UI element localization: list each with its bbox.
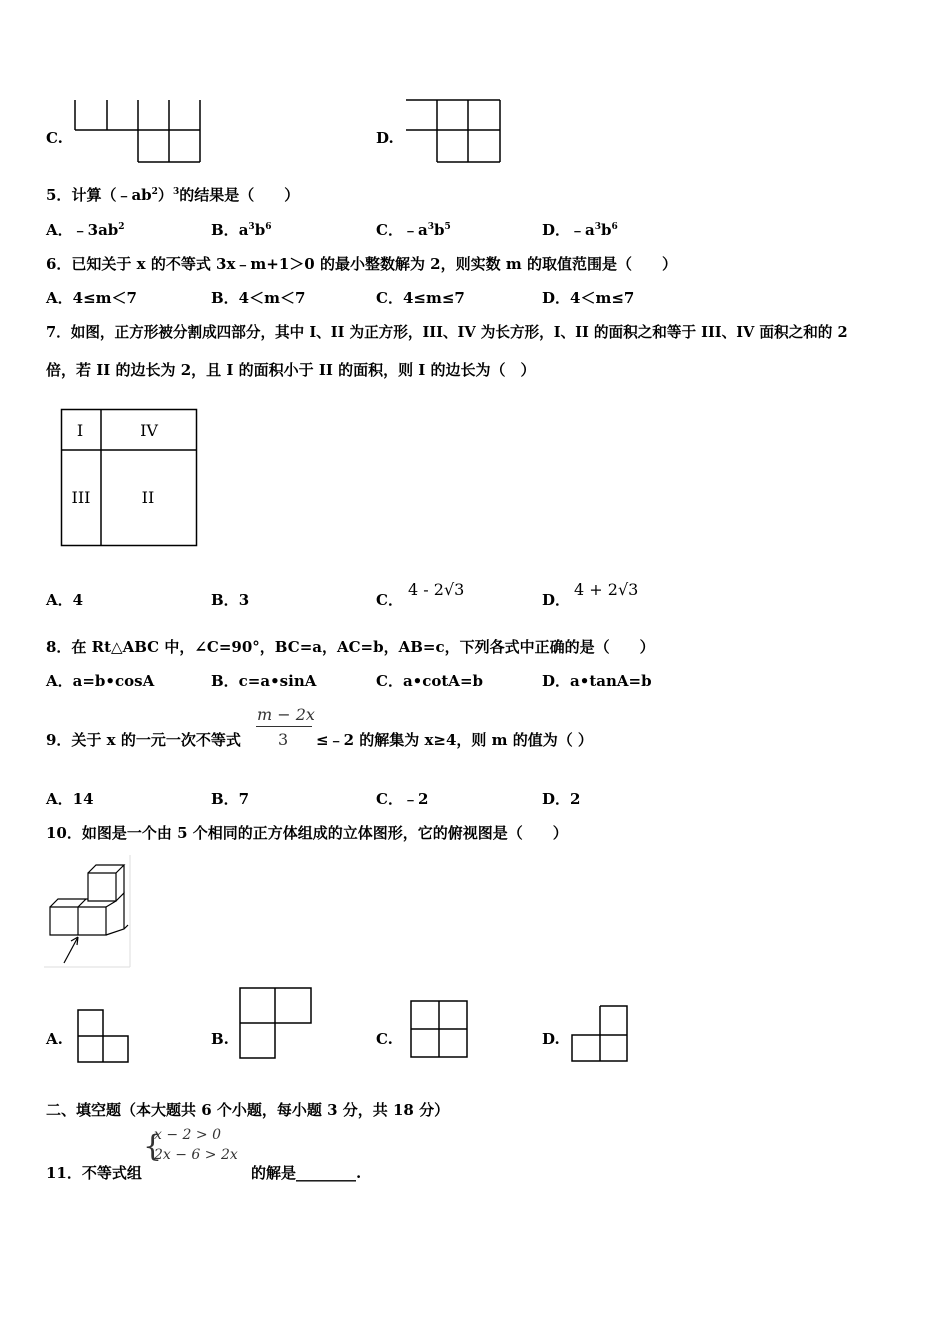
q10-option-c-figure bbox=[408, 998, 472, 1062]
q7-option-c-label[interactable]: C． bbox=[376, 591, 403, 609]
q10-option-a-label[interactable]: A. bbox=[46, 1030, 63, 1048]
q8-option-b[interactable]: B．c=a•sinA bbox=[211, 672, 317, 690]
q6-question: 6．已知关于 x 的不等式 3x﹣m+1＞0 的最小整数解为 2，则实数 m 的取值范围是（ ） bbox=[46, 255, 677, 273]
q9-fraction-numerator: m − 2x bbox=[257, 705, 315, 724]
q7-option-d-value: 4 + 2√3 bbox=[574, 580, 639, 599]
q10-option-b-label[interactable]: B. bbox=[211, 1030, 229, 1048]
q4-option-c-figure bbox=[72, 98, 204, 164]
q7-figure bbox=[60, 408, 200, 548]
q7-fig-label-iv: IV bbox=[140, 421, 158, 440]
q9-option-b[interactable]: B．7 bbox=[211, 790, 250, 808]
q9-option-c[interactable]: C．﹣2 bbox=[376, 790, 429, 808]
section2-title: 二、填空题（本大题共 6 个小题，每小题 3 分，共 18 分） bbox=[46, 1101, 450, 1119]
q8-option-d[interactable]: D．a•tanA=b bbox=[542, 672, 652, 690]
q10-option-d-figure bbox=[570, 1004, 632, 1064]
q4-option-c-label: C. bbox=[46, 129, 63, 147]
q4-option-d-label: D. bbox=[376, 129, 394, 147]
q7-fig-label-i: I bbox=[76, 421, 84, 440]
q5-question: 5．计算$(﹣ab^2)^3$的结果是（ ） bbox=[46, 186, 300, 204]
q9-fraction-denominator: 3 bbox=[278, 730, 289, 749]
q7-fig-label-iii: III bbox=[71, 488, 91, 507]
q5-option-a[interactable]: A．$﹣3ab^2$ bbox=[46, 221, 125, 239]
q10-option-d-label[interactable]: D. bbox=[542, 1030, 560, 1048]
q10-option-b-figure bbox=[238, 986, 316, 1062]
q8-question: 8．在 Rt△ABC 中，∠C=90°，BC=a，AC=b，AB=c，下列各式中正确的是（ ） bbox=[46, 638, 655, 656]
q9-question-post: ≤﹣2 的解集为 x≥4，则 m 的值为（ ） bbox=[316, 731, 593, 749]
q11-question-post: 的解是________. bbox=[251, 1164, 362, 1182]
q7-option-a[interactable]: A．4 bbox=[46, 591, 84, 609]
q9-fraction-bar bbox=[256, 726, 312, 727]
q8-option-a[interactable]: A．a=b•cosA bbox=[46, 672, 155, 690]
q11-brace: { bbox=[143, 1129, 163, 1164]
q10-option-c-label[interactable]: C. bbox=[376, 1030, 393, 1048]
q4-option-d-figure bbox=[404, 98, 504, 164]
q11-system-line1: x − 2 > 0 bbox=[154, 1127, 221, 1143]
q10-option-a-figure bbox=[76, 1008, 132, 1064]
q7-option-b[interactable]: B．3 bbox=[211, 591, 250, 609]
q6-option-c[interactable]: C．4≤m≤7 bbox=[376, 289, 465, 307]
q5-option-c[interactable]: C．$﹣a^3b^5$ bbox=[376, 221, 451, 239]
q5-option-b[interactable]: B．$a^3b^6$ bbox=[211, 221, 272, 239]
q11-system-line2: 2x − 6 > 2x bbox=[154, 1147, 238, 1163]
q10-solid-figure bbox=[44, 855, 132, 969]
q9-question-pre: 9．关于 x 的一元一次不等式 bbox=[46, 731, 241, 749]
q6-option-a[interactable]: A．4≤m＜7 bbox=[46, 289, 137, 307]
q8-option-c[interactable]: C．a•cotA=b bbox=[376, 672, 484, 690]
q9-option-a[interactable]: A．14 bbox=[46, 790, 94, 808]
q11-question-pre: 11．不等式组 bbox=[46, 1164, 142, 1182]
q7-question-line1: 7．如图，正方形被分割成四部分，其中 I、II 为正方形，III、IV 为长方形，I、II 的面积之和等于 III、IV 面积之和的 2 bbox=[46, 324, 848, 341]
q7-question-line2: 倍，若 II 的边长为 2，且 I 的面积小于 II 的面积，则 I 的边长为（ ） bbox=[46, 361, 536, 379]
q9-option-d[interactable]: D．2 bbox=[542, 790, 581, 808]
q7-option-c-value: 4 - 2√3 bbox=[408, 580, 465, 599]
q7-option-d-label[interactable]: D． bbox=[542, 591, 571, 609]
q6-option-b[interactable]: B．4＜m＜7 bbox=[211, 289, 306, 307]
q7-fig-label-ii: II bbox=[141, 488, 155, 507]
q10-question: 10．如图是一个由 5 个相同的正方体组成的立体图形，它的俯视图是（ ） bbox=[46, 824, 568, 842]
q6-option-d[interactable]: D．4＜m≤7 bbox=[542, 289, 635, 307]
q5-option-d[interactable]: D．$﹣a^3b^6$ bbox=[542, 221, 618, 239]
